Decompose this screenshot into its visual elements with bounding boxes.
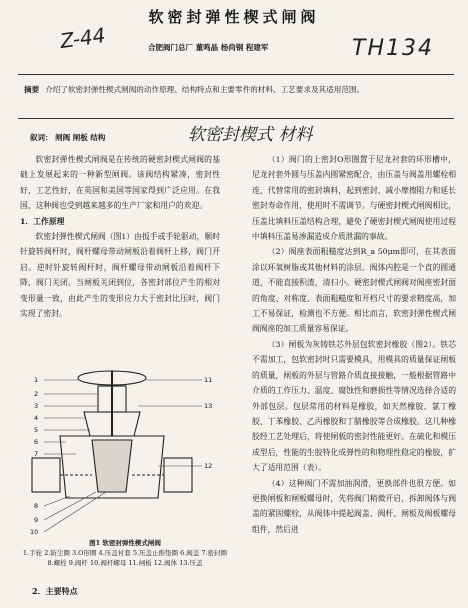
feature-paragraph-3: （3）闸板为灰铸铁芯外层包软密封橡胶（图2）。铁芯不需加工，包软密封时只需要模具，用模具的质量保证闸板的质量，闸板的外层与管路介质直接接触，一般根据管路中介质的工作压力、温度、腐蚀性和磨损性等情况选择合适的外部包层。包层常用的材料是橡胶，如天然橡胶、氯丁橡胶、丁苯橡胶、乙丙橡胶和丁腈橡胶等合成橡胶。这几种橡胶经工艺处理后，将使闸板的密封性能更好。在硫化和模压成型后，性能的生胶特化成弹性的和物理性稳定的橡胶，扩大了适用范围（表）。 [252, 339, 456, 473]
feature-paragraph-2: （2）阀座表面粗糙度达到R_a 50μm即可，在其表面涂以环氧树脂或其他材料的涂层。阀体内腔是一个直的圆通道，不能直接积渣，清扫小。硬密封楔式闸阀对阀座密封面的角度、对称度、表面粗糙度和开档尺寸的要求精度高，加工不易保证，检测也不方便。相比而言，软密封弹性楔式闸阀阀座的加工质量容易保证。 [252, 247, 456, 334]
article-title: 软密封弹性楔式闸阀 [148, 8, 320, 26]
part-label-9: 9 [34, 516, 39, 524]
part-label-2: 2 [34, 390, 39, 398]
figure-caption [20, 538, 230, 568]
right-flange-shape [164, 458, 192, 492]
feature-paragraph-4: （4）这种阀门不需加油润滑，更换部件也很方便。如更换闸板和闸板螺母时，先将阀门稍微开启，拆卸阀体与阀盖的紧固螺栓，从阀体中提起阀盖、阀杆、闸板及阀板螺母组件，然后进 [252, 478, 456, 534]
part-label-13: 13 [204, 402, 213, 410]
keywords-label: 叙词： [30, 133, 53, 142]
left-flange-shape [32, 458, 60, 492]
principle-paragraph: 软密封弹性楔式闸阀（图1）由扳手或手轮驱动，顺时针旋转阀杆时，阀杆螺母带动闸板沿着阀杆上移，阀门开启。逆时针旋转阀杆时，阀杆螺母带动闸板沿着阀杆下降，阀门关闭。当闸板关闭到位，各密封部位产生的相对变形量一致，由此产生的变形应力大于密封比压时，阀门实现了密封。 [20, 232, 220, 319]
intro-paragraph: 软密封弹性楔式闸阀是在传统的硬密封楔式闸阀的基础上发展起来的一种新型闸阀。该阀结构紧凑，密封性好，工艺性好，在英国和美国等国家得到广泛应用。在我国，这种阀也受到越来越多的生产厂家和用户的欢迎。 [20, 155, 220, 211]
handwritten-code-right: TH134 [352, 36, 434, 61]
feature-paragraph-1: （1）阀门的上密封O形圈置于尼龙衬套的环形槽中，尼龙衬套外圆与压盖内圆紧密配合，由压盖与阀盖用螺栓相连，代替常用的密封填料，起到密封、减小摩擦阻力和延长密封寿命作用，使用时不需调节。与硬密封楔式闸阀相比，压盖比填料压盖结构合理，避免了硬密封楔式闸阀使用过程中填料压盖易渗漏造成介质泄漏的事故。 [252, 155, 456, 242]
part-label-1: 1 [34, 376, 39, 384]
part-label-6: 6 [34, 438, 39, 446]
part-label-11: 11 [204, 376, 213, 384]
figure-parts-list: 1.手轮 2.防尘圈 3.O形圈 4.压盖衬套 5.压盖止推垫圈 6.阀盖 7.密封圈 8.螺栓 9.阀杆 10.阀杆螺母 11.闸板 12.阀体 13.压盖 [22, 549, 228, 567]
part-label-8: 8 [34, 502, 39, 510]
figure-title: 图1 软密封弹性楔式闸阀 [89, 539, 161, 547]
divider-bottom [18, 118, 454, 119]
wedge-shape [92, 440, 132, 492]
section-heading-1: 1．工作原理 [20, 216, 65, 226]
handwritten-keywords: 软密封楔式 材料 [188, 125, 313, 145]
part-label-12: 12 [204, 462, 213, 470]
part-label-3: 3 [34, 402, 39, 410]
divider-top [18, 74, 454, 75]
author-line: 合肥阀门总厂 董鸣晶 杨尚钢 程建军 [148, 43, 269, 52]
abstract-label: 摘要 [24, 85, 40, 94]
part-label-4: 4 [34, 414, 39, 422]
keywords-items: 闸阀 闸板 结构 [55, 133, 106, 142]
gate-valve-drawing [26, 366, 222, 546]
part-label-5: 5 [34, 426, 39, 434]
part-label-7: 7 [34, 450, 39, 458]
handwritten-code-left: Z-44 [58, 22, 107, 54]
left-column [20, 152, 220, 321]
abstract-text: 介绍了软密封弹性楔式闸阀的动作原理、结构特点和主要零件的材料、工艺要求及其适用范围。 [45, 85, 365, 94]
section-heading-2: 2．主要特点 [32, 586, 78, 596]
part-label-10: 10 [30, 528, 39, 536]
right-column [252, 152, 456, 537]
keywords-line [30, 132, 105, 143]
abstract [24, 82, 452, 98]
